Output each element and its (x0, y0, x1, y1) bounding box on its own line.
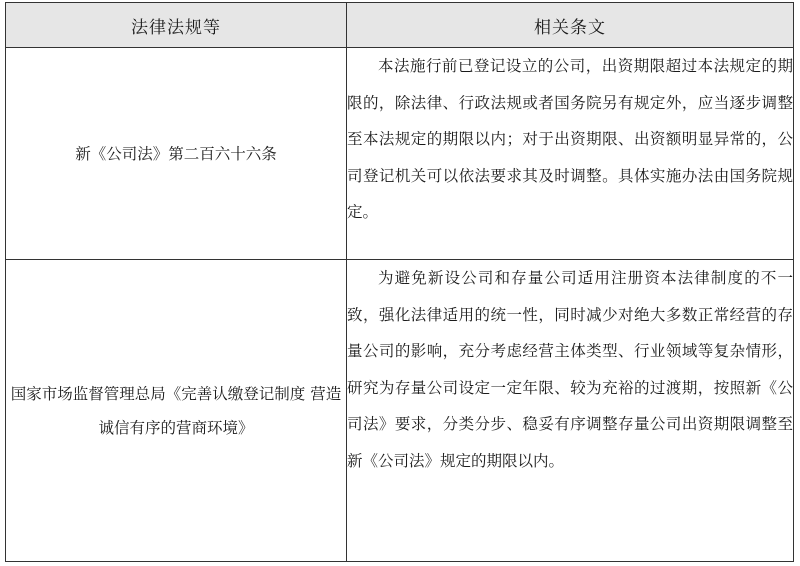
provision-text-cell: 本法施行前已登记设立的公司，出资期限超过本法规定的期限的，除法律、行政法规或者国务院另有规定外，应当逐步调整至本法规定的期限以内；对于出资期限、出资额明显异常的，公司登记机关可以依法要求其及时调整。具体实施办法由国务院规定。 (347, 48, 794, 260)
header-laws: 法律法规等 (6, 3, 347, 48)
table-row (6, 48, 794, 260)
header-row (6, 3, 794, 48)
law-name-cell: 国家市场监督管理总局《完善认缴登记制度 营造诚信有序的营商环境》 (6, 260, 347, 562)
provision-text-cell: 为避免新设公司和存量公司适用注册资本法律制度的不一致，强化法律适用的统一性，同时减少对绝大多数正常经营的存量公司的影响，充分考虑经营主体类型、行业领域等复杂情形，研究为存量公司设定一定年限、较为充裕的过渡期，按照新《公司法》要求，分类分步、稳妥有序调整存量公司出资期限调整至新《公司法》规定的期限以内。 (347, 260, 794, 562)
law-name-cell: 新《公司法》第二百六十六条 (6, 48, 347, 260)
table-row (6, 260, 794, 562)
law-comparison-table (5, 2, 794, 562)
header-provisions: 相关条文 (347, 3, 794, 48)
